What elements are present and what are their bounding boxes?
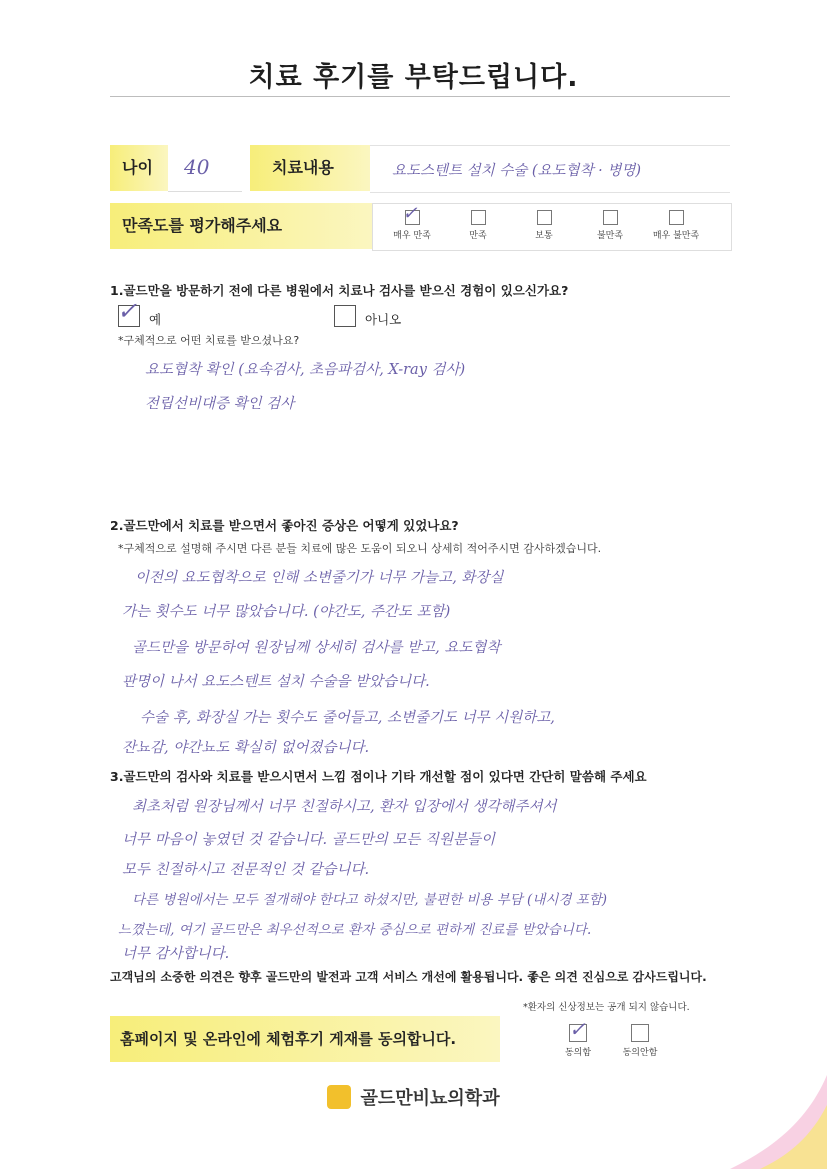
q3-answer-line: 너무 감사합니다. (122, 946, 230, 962)
satisfaction-option-dissatisfied[interactable] (577, 208, 643, 241)
checkbox[interactable] (402, 203, 420, 225)
logo-icon (327, 1085, 351, 1109)
age-label-cell (110, 145, 168, 191)
checkbox[interactable] (471, 210, 486, 225)
q1-yes-label: 예 (149, 312, 162, 327)
checkbox[interactable] (569, 1017, 587, 1042)
consent-disagree-label: 동의안함 (622, 1048, 658, 1058)
satisfaction-option-label: 매우 만족 (393, 231, 431, 241)
q1-no-checkbox[interactable] (334, 305, 356, 327)
q2-answer-line: 수술 후, 화장실 가는 횟수도 줄어들고, 소변줄기도 너무 시원하고, (140, 710, 555, 726)
satisfaction-option-satisfied[interactable] (445, 208, 511, 241)
title-divider (110, 96, 730, 97)
consent-options (540, 1017, 730, 1060)
satisfaction-option-label: 매우 불만족 (652, 231, 700, 241)
checkbox[interactable] (631, 1024, 649, 1042)
satisfaction-label: 만족도를 평가해주세요 (122, 216, 283, 235)
satisfaction-option-label: 불만족 (596, 231, 624, 241)
check-mark-icon: ✓ (569, 1017, 586, 1041)
treatment-label: 치료내용 (272, 158, 334, 177)
satisfaction-option-label: 보통 (535, 231, 553, 241)
consent-label-cell (110, 1016, 500, 1062)
treatment-value: 요도스텐트 설치 수술 (요도협착 · 병명) (392, 163, 642, 179)
age-value: 40 (184, 155, 210, 179)
q3-answer-line: 모두 친절하시고 전문적인 것 같습니다. (122, 862, 370, 878)
satisfaction-option-label: 만족 (469, 231, 487, 241)
treatment-label-cell (250, 145, 370, 191)
q2-answer-line: 이전의 요도협착으로 인해 소변줄기가 너무 가늘고, 화장실 (135, 570, 504, 586)
q2-answer-line: 판명이 나서 요도스텐트 설치 수술을 받았습니다. (122, 674, 430, 690)
q1-no-label: 아니오 (365, 312, 402, 327)
satisfaction-option-very-satisfied[interactable] (379, 203, 445, 241)
q1-answer-line: 요도협착 확인 (요속검사, 초음파검사, X-ray 검사) (145, 362, 466, 378)
checkbox[interactable] (537, 210, 552, 225)
age-field[interactable] (168, 145, 242, 192)
question-2: 2.골드만에서 치료를 받으면서 좋아진 증상은 어떻게 있었나요? (110, 518, 459, 533)
q3-answer-line: 너무 마음이 놓였던 것 같습니다. 골드만의 모든 직원분들이 (122, 832, 496, 848)
checkbox[interactable] (603, 210, 618, 225)
consent-disagree-option[interactable] (610, 1022, 670, 1058)
q3-answer-line: 다른 병원에서는 모두 절개해야 한다고 하셨지만, 불편한 비용 부담 (내시경 포함) (132, 892, 608, 908)
q2-answer-line: 잔뇨감, 야간뇨도 확실히 없어졌습니다. (122, 740, 370, 756)
footer-note: 고객님의 소중한 의견은 향후 골드만의 발전과 고객 서비스 개선에 활용됩니다. 좋은 의견 진심으로 감사드립니다. (110, 970, 707, 984)
logo-text: 골드만비뇨의학과 (360, 1088, 500, 1109)
q2-subprompt: *구체적으로 설명해 주시면 다른 분들 치료에 많은 도움이 되오니 상세히 적어주시면 감사하겠습니다. (118, 542, 602, 555)
age-label: 나이 (122, 158, 153, 177)
q1-answer-line: 전립선비대증 확인 검사 (145, 396, 295, 412)
satisfaction-options (372, 203, 732, 251)
checkbox[interactable] (669, 210, 684, 225)
consent-agree-option[interactable] (550, 1017, 606, 1058)
q1-subprompt: *구체적으로 어떤 치료를 받으셨나요? (118, 334, 300, 347)
question-3: 3.골드만의 검사와 치료를 받으시면서 느낌 점이나 기타 개선할 점이 있다면 간단히 말씀해 주세요 (110, 769, 647, 784)
question-1: 1.골드만을 방문하기 전에 다른 병원에서 치료나 검사를 받으신 경험이 있으신가요? (110, 283, 569, 298)
satisfaction-option-very-dissatisfied[interactable] (643, 208, 709, 241)
check-mark-icon: ✓ (402, 203, 418, 224)
q3-answer-line: 느꼈는데, 여기 골드만은 최우선적으로 환자 중심으로 편하게 진료를 받았습니다. (118, 922, 592, 938)
corner-decoration (700, 1075, 827, 1169)
check-mark-icon: ✓ (117, 297, 138, 325)
treatment-field[interactable] (370, 145, 730, 193)
info-row (110, 145, 730, 191)
satisfaction-option-neutral[interactable] (511, 208, 577, 241)
q2-answer-line: 골드만을 방문하여 원장님께 상세히 검사를 받고, 요도협착 (132, 640, 501, 656)
q1-yes-checkbox[interactable] (117, 297, 140, 327)
q2-answer-line: 가는 횟수도 너무 많았습니다. (야간도, 주간도 포함) (122, 604, 451, 620)
consent-agree-label: 동의함 (564, 1048, 592, 1058)
page-title: 치료 후기를 부탁드립니다. (248, 62, 579, 93)
privacy-note: *환자의 신상정보는 공개 되지 않습니다. (523, 1002, 690, 1013)
q3-answer-line: 최초처럼 원장님께서 너무 친절하시고, 환자 입장에서 생각해주셔서 (132, 799, 557, 815)
satisfaction-label-cell (110, 203, 372, 249)
consent-label: 홈페이지 및 온라인에 체험후기 게재를 동의합니다. (120, 1030, 457, 1048)
